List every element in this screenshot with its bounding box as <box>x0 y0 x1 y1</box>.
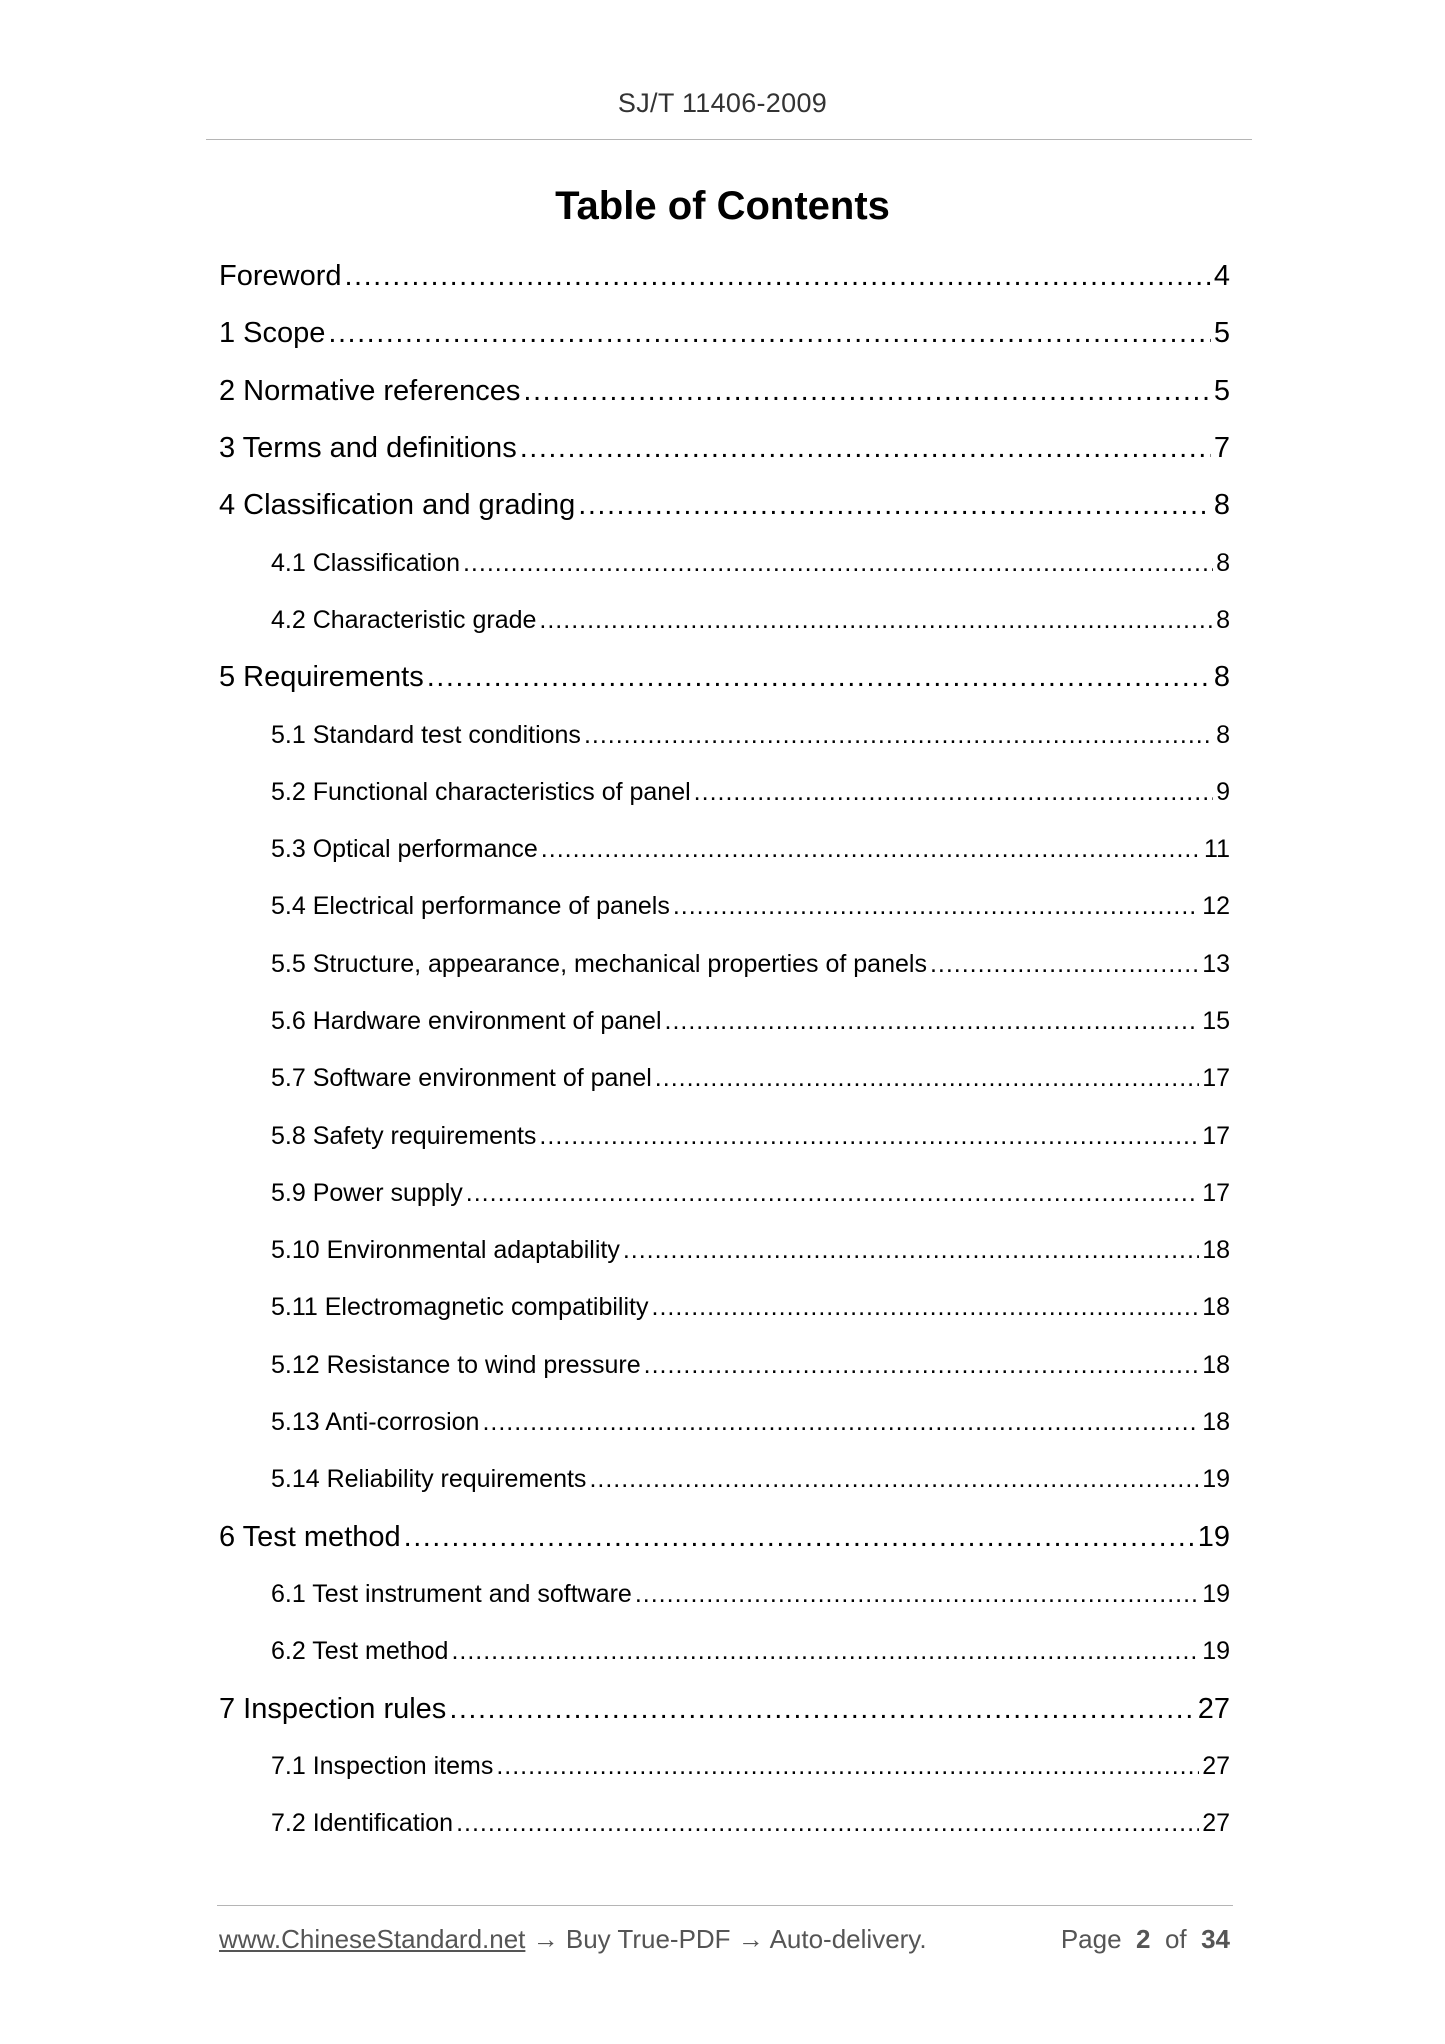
toc-entry[interactable] <box>219 363 1230 420</box>
toc-dot-leader <box>523 375 1210 408</box>
toc-entry-page-number: 18 <box>1202 1350 1230 1379</box>
toc-entry-page-number: 19 <box>1202 1579 1230 1608</box>
toc-entry[interactable] <box>219 1107 1230 1164</box>
toc-entry[interactable] <box>219 764 1230 821</box>
toc-entry[interactable] <box>219 1394 1230 1451</box>
current-page-number: 2 <box>1136 1924 1151 1954</box>
toc-entry-label: 7.1 Inspection items <box>271 1751 494 1780</box>
toc-dot-leader <box>930 950 1199 979</box>
toc-entry-page-number: 7 <box>1213 432 1230 465</box>
toc-dot-leader <box>623 1236 1199 1265</box>
toc-entry-label: Foreword <box>219 260 342 293</box>
toc-dot-leader <box>665 1007 1200 1036</box>
toc-dot-leader <box>404 1521 1195 1554</box>
toc-entry-label: 5.5 Structure, appearance, mechanical properties of panels <box>271 949 927 978</box>
toc-entry-page-number: 27 <box>1202 1751 1230 1780</box>
toc-entry-label: 5.14 Reliability requirements <box>271 1465 587 1494</box>
toc-entry[interactable] <box>219 1566 1230 1623</box>
toc-dot-leader <box>539 1122 1199 1151</box>
toc-entry-label: 5.1 Standard test conditions <box>271 720 581 749</box>
toc-dot-leader <box>589 1465 1199 1494</box>
toc-entry-page-number: 19 <box>1202 1637 1230 1666</box>
toc-dot-leader <box>482 1408 1199 1437</box>
toc-dot-leader <box>463 549 1213 578</box>
toc-entry-label: 4 Classification and grading <box>219 489 576 522</box>
toc-entry-label: 5.10 Environmental adaptability <box>271 1236 620 1265</box>
toc-entry[interactable] <box>219 420 1230 477</box>
website-link[interactable]: www.ChineseStandard.net <box>219 1924 526 1954</box>
toc-entry-page-number: 8 <box>1213 489 1230 522</box>
toc-entry-page-number: 19 <box>1197 1520 1230 1553</box>
toc-entry[interactable] <box>219 821 1230 878</box>
toc-entry[interactable] <box>219 1165 1230 1222</box>
toc-dot-leader <box>449 1693 1194 1726</box>
toc-entry-label: 5 Requirements <box>219 661 424 694</box>
toc-entry[interactable] <box>219 878 1230 935</box>
toc-entry-label: 6.1 Test instrument and software <box>271 1579 632 1608</box>
toc-entry-page-number: 17 <box>1202 1064 1230 1093</box>
toc-dot-leader <box>578 489 1211 522</box>
toc-dot-leader <box>655 1064 1199 1093</box>
toc-dot-leader <box>584 721 1213 750</box>
toc-entry-page-number: 17 <box>1202 1121 1230 1150</box>
toc-entry[interactable] <box>219 993 1230 1050</box>
toc-dot-leader <box>451 1637 1199 1666</box>
toc-entry-page-number: 18 <box>1202 1293 1230 1322</box>
toc-entry[interactable] <box>219 1623 1230 1680</box>
toc-entry[interactable] <box>219 477 1230 534</box>
page-indicator <box>1061 1924 1230 1955</box>
toc-entry[interactable] <box>219 649 1230 706</box>
toc-entry-label: 5.6 Hardware environment of panel <box>271 1007 662 1035</box>
toc-entry-page-number: 5 <box>1213 317 1230 350</box>
toc-dot-leader <box>539 606 1213 635</box>
toc-entry-label: 1 Scope <box>219 317 326 350</box>
toc-entry-label: 2 Normative references <box>219 374 521 407</box>
toc-entry-page-number: 15 <box>1202 1007 1230 1035</box>
toc-entry-page-number: 27 <box>1197 1692 1230 1725</box>
toc-entry[interactable] <box>219 1279 1230 1336</box>
toc-dot-leader <box>644 1351 1200 1380</box>
toc-entry-page-number: 8 <box>1216 605 1230 634</box>
total-pages-number: 34 <box>1201 1924 1230 1954</box>
toc-entry-page-number: 11 <box>1204 835 1230 864</box>
of-word: of <box>1164 1924 1187 1954</box>
toc-dot-leader <box>652 1293 1200 1322</box>
toc-dot-leader <box>496 1752 1199 1781</box>
toc-dot-leader <box>520 432 1211 465</box>
toc-entry[interactable] <box>219 1337 1230 1394</box>
toc-dot-leader <box>456 1809 1199 1838</box>
toc-entry-label: 5.13 Anti-corrosion <box>271 1408 480 1437</box>
toc-entry[interactable] <box>219 1451 1230 1508</box>
toc-dot-leader <box>328 317 1210 350</box>
toc-entry-label: 5.9 Power supply <box>271 1178 463 1207</box>
toc-entry-page-number: 27 <box>1202 1809 1230 1838</box>
page-footer <box>219 1924 1230 1955</box>
toc-entry[interactable] <box>219 1509 1230 1566</box>
toc-dot-leader <box>427 661 1211 694</box>
toc-entry[interactable] <box>219 1050 1230 1107</box>
toc-entry-label: 7 Inspection rules <box>219 1692 447 1725</box>
toc-dot-leader <box>345 260 1211 293</box>
toc-entry[interactable] <box>219 706 1230 763</box>
toc-entry[interactable] <box>219 1680 1230 1737</box>
toc-entry-label: 4.1 Classification <box>271 548 460 577</box>
footer-left <box>219 1924 927 1955</box>
toc-entry-label: 5.7 Software environment of panel <box>271 1064 652 1093</box>
toc-entry-page-number: 12 <box>1202 892 1230 921</box>
toc-entry-label: 5.12 Resistance to wind pressure <box>271 1350 641 1379</box>
toc-entry-label: 6 Test method <box>219 1520 401 1553</box>
toc-entry[interactable] <box>219 534 1230 591</box>
toc-dot-leader <box>694 778 1213 807</box>
toc-entry[interactable] <box>219 592 1230 649</box>
toc-entry[interactable] <box>219 1795 1230 1852</box>
toc-entry-label: 5.4 Electrical performance of panels <box>271 892 670 921</box>
toc-entry[interactable] <box>219 305 1230 362</box>
toc-entry[interactable] <box>219 1738 1230 1795</box>
toc-entry-page-number: 4 <box>1213 260 1230 293</box>
page-title: Table of Contents <box>555 184 890 228</box>
toc-entry-page-number: 18 <box>1202 1236 1230 1265</box>
footer-tagline: → Buy True-PDF → Auto-delivery. <box>525 1924 927 1954</box>
toc-dot-leader <box>635 1580 1199 1609</box>
toc-entry-label: 5.2 Functional characteristics of panel <box>271 777 691 806</box>
toc-entry-label: 4.2 Characteristic grade <box>271 605 537 634</box>
toc-dot-leader <box>541 835 1201 864</box>
toc-entry-label: 5.11 Electromagnetic compatibility <box>271 1293 649 1322</box>
toc-dot-leader <box>466 1179 1199 1208</box>
toc-entry-page-number: 8 <box>1213 661 1230 694</box>
toc-entry-label: 5.3 Optical performance <box>271 835 538 864</box>
toc-entry-label: 5.8 Safety requirements <box>271 1121 537 1150</box>
toc-dot-leader <box>673 892 1199 921</box>
toc-entry-label: 7.2 Identification <box>271 1809 454 1838</box>
footer-divider <box>217 1905 1233 1906</box>
toc-entry-page-number: 8 <box>1216 720 1230 749</box>
toc-entry-page-number: 19 <box>1202 1465 1230 1494</box>
toc-entry[interactable] <box>219 248 1230 305</box>
toc-entry-page-number: 8 <box>1216 548 1230 577</box>
header-divider <box>206 139 1252 140</box>
toc-entry-page-number: 9 <box>1216 777 1230 806</box>
toc-entry[interactable] <box>219 936 1230 993</box>
toc-entry-label: 6.2 Test method <box>271 1637 449 1666</box>
toc-entry-label: 3 Terms and definitions <box>219 432 517 465</box>
toc-entry-page-number: 17 <box>1202 1178 1230 1207</box>
toc-entry-page-number: 18 <box>1202 1408 1230 1437</box>
page-header-doc-id: SJ/T 11406-2009 <box>617 88 828 118</box>
toc-entry[interactable] <box>219 1222 1230 1279</box>
table-of-contents <box>219 248 1230 1852</box>
toc-entry-page-number: 13 <box>1202 949 1230 978</box>
page-word: Page <box>1060 1924 1122 1954</box>
toc-entry-page-number: 5 <box>1213 374 1230 407</box>
